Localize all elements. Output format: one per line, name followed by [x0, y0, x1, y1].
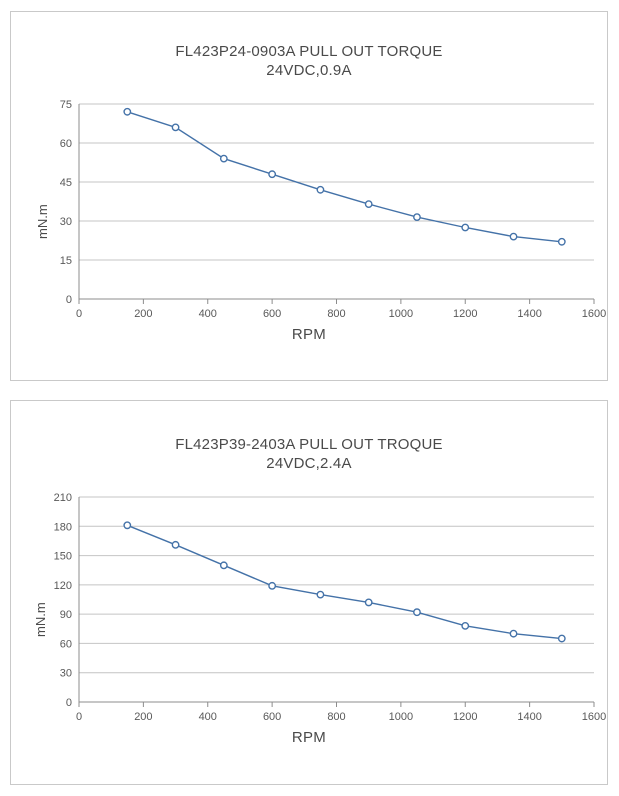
svg-text:0: 0 — [75, 711, 83, 723]
svg-text:30: 30 — [59, 216, 72, 228]
chart-svg-1 — [11, 477, 609, 762]
svg-text:45: 45 — [59, 177, 72, 189]
svg-text:800: 800 — [327, 711, 346, 723]
svg-text:180: 180 — [53, 521, 72, 534]
svg-text:200: 200 — [134, 711, 153, 723]
svg-text:1200: 1200 — [453, 308, 478, 320]
chart-card-1 — [10, 400, 608, 785]
svg-text:120: 120 — [53, 579, 72, 592]
svg-text:1600: 1600 — [581, 308, 607, 320]
chart-title-0: FL423P24-0903A PULL OUT TORQUE — [175, 43, 443, 60]
y-axis-label-0: mN.m — [35, 204, 50, 239]
y-axis-label-1: mN.m — [33, 602, 48, 637]
svg-text:600: 600 — [262, 308, 282, 320]
svg-text:0: 0 — [75, 308, 83, 320]
svg-text:1200: 1200 — [453, 711, 478, 723]
svg-text:0: 0 — [65, 294, 72, 306]
svg-text:1400: 1400 — [517, 711, 542, 723]
chart-subtitle-0: 24VDC,0.9A — [266, 62, 352, 79]
svg-text:30: 30 — [59, 667, 72, 680]
chart-card-0 — [10, 11, 608, 381]
svg-text:400: 400 — [198, 308, 217, 320]
svg-text:150: 150 — [53, 550, 72, 563]
plot-area-0 — [11, 84, 607, 354]
chart-svg-0 — [11, 84, 609, 354]
svg-text:600: 600 — [262, 711, 282, 723]
svg-text:800: 800 — [327, 308, 346, 320]
x-axis-label-1: RPM — [291, 729, 327, 746]
svg-text:1000: 1000 — [388, 308, 414, 320]
svg-text:0: 0 — [65, 697, 72, 709]
x-axis-label-0: RPM — [291, 326, 327, 343]
svg-text:60: 60 — [59, 638, 72, 651]
svg-text:1600: 1600 — [581, 711, 607, 723]
svg-text:75: 75 — [59, 99, 72, 111]
chart-subtitle-1: 24VDC,2.4A — [266, 455, 352, 472]
chart-title-1: FL423P39-2403A PULL OUT TROQUE — [175, 436, 443, 453]
svg-text:400: 400 — [198, 711, 217, 723]
svg-text:210: 210 — [53, 492, 72, 504]
svg-text:60: 60 — [59, 138, 72, 150]
svg-text:90: 90 — [59, 609, 72, 622]
svg-text:200: 200 — [134, 308, 153, 320]
plot-area-1 — [11, 477, 607, 762]
svg-text:15: 15 — [59, 255, 72, 267]
svg-text:1400: 1400 — [517, 308, 542, 320]
svg-text:1000: 1000 — [388, 711, 414, 723]
